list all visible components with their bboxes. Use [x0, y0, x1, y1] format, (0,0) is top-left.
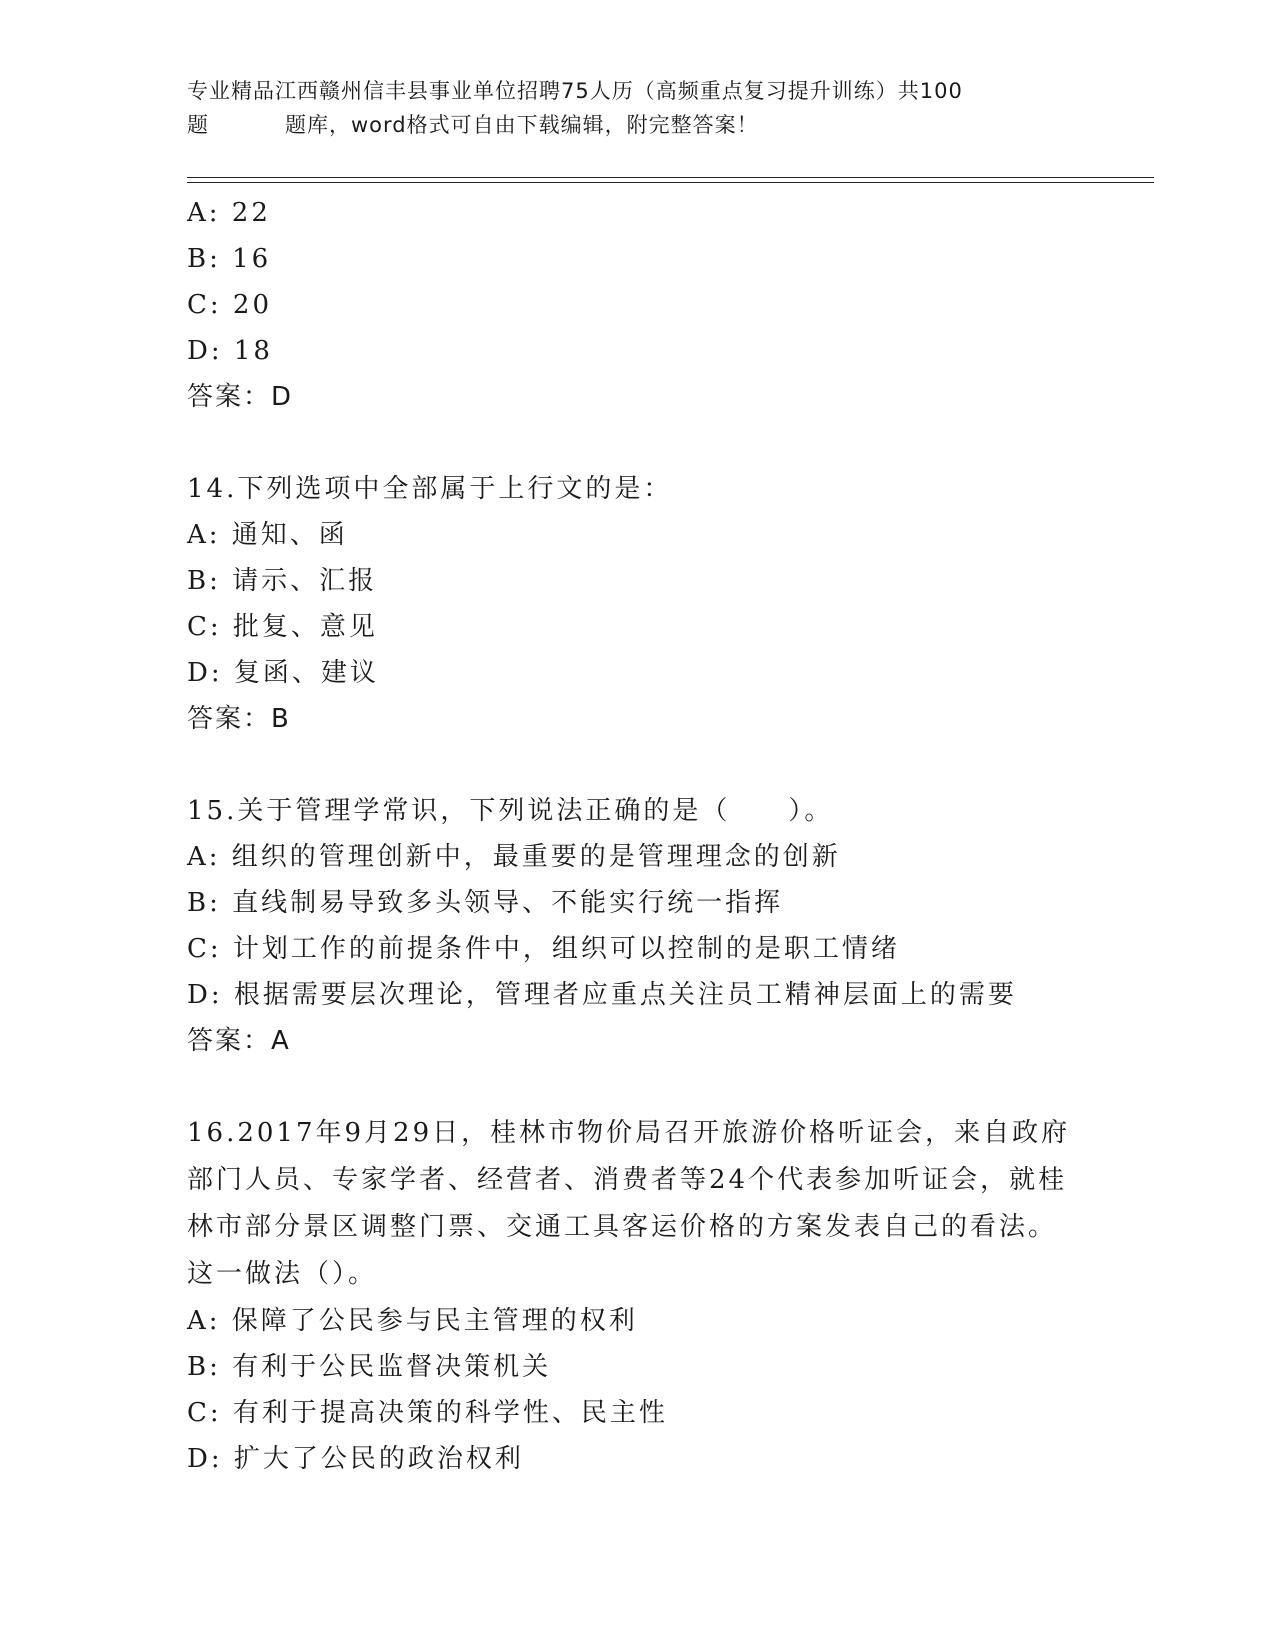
option-b: B: 请示、汇报: [187, 566, 378, 596]
question-14: [187, 466, 1087, 742]
question-stem: 14.下列选项中全部属于上行文的是：: [187, 474, 673, 504]
option-c: C: 计划工作的前提条件中，组织可以控制的是职工情绪: [187, 934, 900, 964]
answer-line: 答案：B: [187, 704, 291, 734]
stem-line: 这一做法（）。: [187, 1259, 378, 1289]
question-content: [187, 190, 1087, 1482]
header-line-2-head: 题: [187, 113, 209, 137]
document-header: [187, 74, 1087, 142]
header-line-2-tail: 题库，word格式可自由下载编辑，附完整答案！: [285, 113, 759, 137]
option-a: A: 保障了公民参与民主管理的权利: [187, 1306, 638, 1336]
option-b: B: 16: [187, 244, 272, 274]
question-stem: [187, 1110, 1087, 1298]
stem-line: 16.2017年9月29日，桂林市物价局召开旅游价格听证会，来自政府: [187, 1118, 1071, 1148]
question-16: [187, 1110, 1087, 1482]
option-d: D: 根据需要层次理论，管理者应重点关注员工精神层面上的需要: [187, 980, 1017, 1010]
option-d: D: 18: [187, 336, 273, 366]
header-divider-top: [187, 177, 1154, 178]
header-line-1: 专业精品江西赣州信丰县事业单位招聘75人历（高频重点复习提升训练）共100: [187, 79, 963, 103]
option-a: A: 22: [187, 198, 271, 228]
spacer: [187, 742, 1087, 788]
question-13: [187, 190, 1087, 420]
answer-line: 答案：D: [187, 382, 294, 412]
option-c: C: 批复、意见: [187, 612, 378, 642]
spacer: [187, 1064, 1087, 1110]
option-c: C: 有利于提高决策的科学性、民主性: [187, 1398, 668, 1428]
option-b: B: 直线制易导致多头领导、不能实行统一指挥: [187, 888, 784, 918]
header-divider-bottom: [187, 182, 1154, 183]
question-stem: 15.关于管理学常识，下列说法正确的是（ ）。: [187, 796, 834, 826]
spacer: [187, 420, 1087, 466]
stem-line: 林市部分景区调整门票、交通工具客运价格的方案发表自己的看法。: [187, 1212, 1058, 1242]
option-d: D: 复函、建议: [187, 658, 379, 688]
option-a: A: 通知、函: [187, 520, 348, 550]
option-c: C: 20: [187, 290, 273, 320]
header-line-2: [187, 108, 1087, 142]
answer-line: 答案：A: [187, 1026, 291, 1056]
option-a: A: 组织的管理创新中，最重要的是管理理念的创新: [187, 842, 841, 872]
option-b: B: 有利于公民监督决策机关: [187, 1352, 552, 1382]
option-d: D: 扩大了公民的政治权利: [187, 1444, 524, 1474]
stem-line: 部门人员、专家学者、经营者、消费者等24个代表参加听证会，就桂: [187, 1165, 1068, 1195]
question-15: [187, 788, 1087, 1064]
